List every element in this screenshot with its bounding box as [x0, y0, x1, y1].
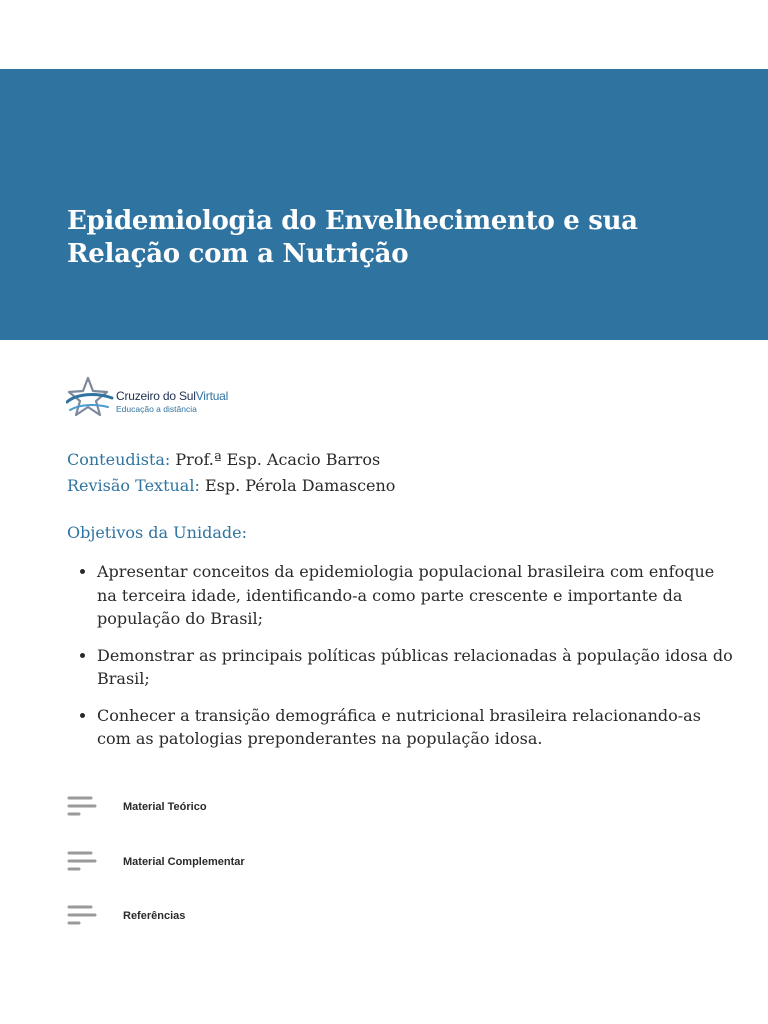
- page-title-line-1: Epidemiologia do Envelhecimento e sua: [67, 206, 638, 236]
- objective-item: • Demonstrar as principais políticas públicas relacionadas à população idosa do Brasil;: [97, 644, 737, 691]
- section-nav: [67, 795, 287, 959]
- star-logo-icon: [66, 376, 114, 420]
- logo-brand-main: Cruzeiro do Sul: [116, 389, 196, 403]
- objective-item: • Conhecer a transição demográfica e nutricional brasileira relacionando-as com as patologias preponderantes na população idosa.: [97, 704, 737, 751]
- page-title: [67, 205, 687, 271]
- review-value: Esp. Pérola Damasceno: [204, 476, 396, 495]
- title-banner: [0, 69, 768, 340]
- author-label: Conteudista:: [67, 450, 171, 469]
- menu-lines-icon: [67, 795, 97, 821]
- review-line: [67, 473, 395, 499]
- nav-item-material-teorico[interactable]: [67, 795, 287, 850]
- nav-item-label: Material Teórico: [123, 801, 207, 813]
- logo-tagline: Educação a distância: [116, 404, 197, 414]
- author-value: Prof.ª Esp. Acacio Barros: [175, 450, 381, 469]
- nav-item-label: Referências: [123, 910, 186, 922]
- nav-item-label: Material Complementar: [123, 855, 245, 868]
- logo-brand-virtual: Virtual: [195, 389, 229, 403]
- objectives-title: Objetivos da Unidade:: [67, 523, 247, 542]
- author-line: [67, 447, 395, 473]
- institution-logo: [66, 376, 246, 422]
- objectives-list: [67, 560, 737, 764]
- nav-item-material-complementar[interactable]: [67, 850, 287, 905]
- logo-brand: [116, 389, 228, 403]
- credits: [67, 447, 395, 499]
- nav-item-referencias[interactable]: [67, 904, 287, 959]
- menu-lines-icon: [67, 850, 97, 876]
- page-title-line-2: Relação com a Nutrição: [67, 239, 409, 269]
- review-label: Revisão Textual:: [67, 476, 200, 495]
- objective-item: • Apresentar conceitos da epidemiologia populacional brasileira com enfoque na terceira idade, identificando-a como parte crescente e importante da população do Brasil;: [97, 560, 737, 631]
- menu-lines-icon: [67, 904, 97, 930]
